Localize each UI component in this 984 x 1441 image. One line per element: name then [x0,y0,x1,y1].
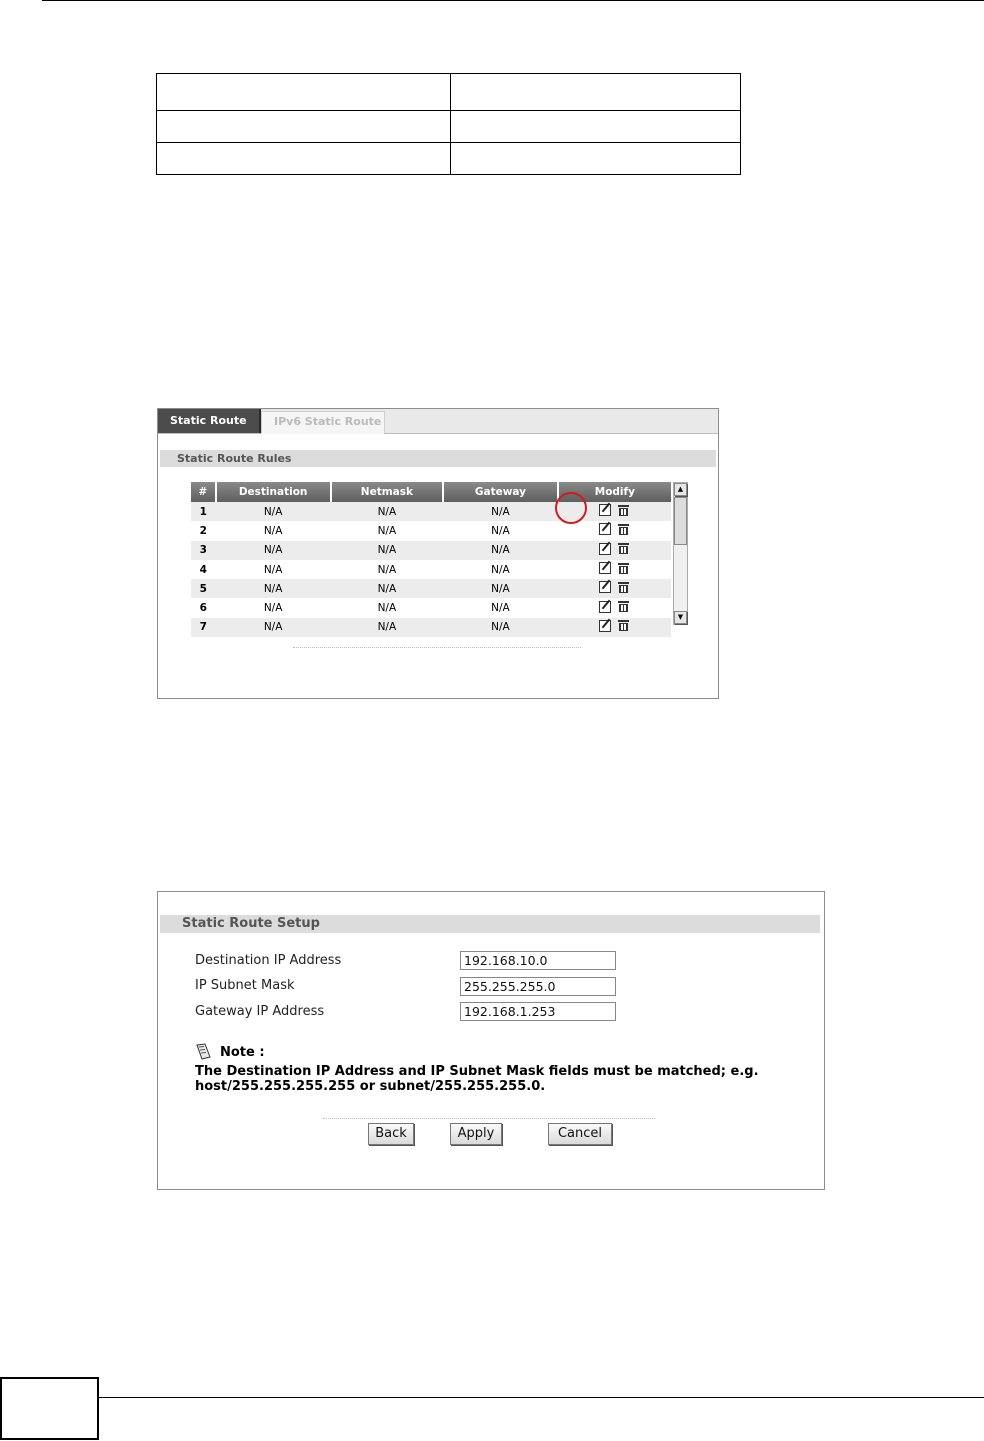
section-title-rules: Static Route Rules [160,450,716,467]
delete-icon[interactable] [618,505,629,516]
summary-cell [157,74,451,111]
scroll-down-arrow-icon[interactable]: ▼ [674,611,687,624]
table-row [191,598,671,617]
destination-ip-label: Destination IP Address [195,953,342,968]
cell-num: 4 [199,563,207,576]
delete-icon[interactable] [618,524,629,535]
cell-gateway: N/A [491,602,510,615]
note-icon [195,1043,212,1060]
summary-cell [157,143,451,175]
cell-gateway: N/A [491,563,510,576]
cell-destination: N/A [216,618,331,637]
page-number-box [0,1377,99,1440]
divider [323,1118,655,1119]
table-row [191,560,671,579]
edit-icon[interactable] [599,543,611,555]
back-button[interactable]: Back [368,1123,414,1145]
cell-gateway: N/A [491,524,510,537]
cancel-button[interactable]: Cancel [548,1123,612,1145]
cell-modify [558,598,671,617]
divider [293,647,581,648]
edit-icon[interactable] [599,601,611,613]
apply-button[interactable]: Apply [450,1123,502,1145]
col-header-destination: Destination [216,482,331,502]
tab-static-route[interactable]: Static Route [158,409,261,433]
cell-num: 5 [191,579,216,598]
cell-num: 1 [191,502,216,521]
subnet-mask-label: IP Subnet Mask [195,978,295,993]
cell-gateway: N/A [443,618,558,637]
cell-netmask: N/A [377,563,397,576]
cell-netmask: N/A [377,524,397,537]
tab-ipv6-static-route[interactable]: IPv6 Static Route [261,411,385,434]
col-header-gateway: Gateway [443,482,558,502]
cell-gateway: N/A [443,579,558,598]
scroll-up-arrow-icon[interactable]: ▲ [674,483,687,496]
cell-destination: N/A [216,579,331,598]
cell-modify [558,579,671,598]
cell-destination: N/A [216,502,331,521]
table-row [191,521,671,540]
cell-netmask: N/A [331,579,444,598]
cell-gateway: N/A [443,502,558,521]
cell-num: 6 [199,602,207,615]
cell-netmask: N/A [331,541,444,560]
table-row [191,579,671,598]
cell-netmask: N/A [377,602,397,615]
summary-cell [451,111,741,143]
table-row [191,618,671,637]
subnet-mask-input[interactable]: 255.255.255.0 [460,977,616,996]
footer-rule [99,1397,984,1398]
table-row [191,541,671,560]
summary-cell [157,111,451,143]
delete-icon[interactable] [618,601,629,612]
page-top-rule [42,0,984,1]
cell-modify [558,521,671,540]
summary-table [156,73,741,175]
summary-cell [451,143,741,175]
tab-bar [158,409,718,434]
gateway-ip-input[interactable]: 192.168.1.253 [460,1002,616,1021]
cell-num: 2 [199,524,207,537]
col-header-netmask: Netmask [331,482,444,502]
summary-cell [451,74,741,111]
delete-icon[interactable] [618,543,629,554]
cell-num: 7 [191,618,216,637]
section-title-setup: Static Route Setup [160,915,820,933]
edit-icon[interactable] [599,620,611,632]
col-header-modify: Modify [558,482,671,502]
cell-netmask: N/A [331,502,444,521]
delete-icon[interactable] [618,582,629,593]
cell-destination: N/A [263,524,283,537]
col-header-num: # [191,482,216,502]
cell-modify [558,618,671,637]
destination-ip-input[interactable]: 192.168.10.0 [460,951,616,970]
cell-gateway: N/A [443,541,558,560]
cell-destination: N/A [216,541,331,560]
cell-netmask: N/A [331,618,444,637]
cell-destination: N/A [263,602,283,615]
gateway-ip-label: Gateway IP Address [195,1004,325,1019]
static-route-setup-panel [157,891,825,1190]
edit-icon[interactable] [599,504,611,516]
edit-icon[interactable] [599,562,611,574]
note-text: The Destination IP Address and IP Subnet Mask fields must be matched; e.g. host/255.255.255.255 or subnet/255.255.255.0. [195,1064,759,1094]
delete-icon[interactable] [618,620,629,631]
edit-icon[interactable] [599,523,611,535]
static-route-panel [157,408,719,699]
rules-table [191,482,671,637]
table-row [191,502,671,521]
scroll-thumb[interactable] [674,497,687,545]
note-title: Note : [220,1045,265,1060]
cell-destination: N/A [263,563,283,576]
cell-modify [558,560,671,579]
rules-grid [191,482,671,634]
cell-num: 3 [191,541,216,560]
rules-scrollbar[interactable] [673,482,688,625]
highlight-circle [555,492,587,524]
cell-modify [558,541,671,560]
edit-icon[interactable] [599,581,611,593]
delete-icon[interactable] [618,563,629,574]
